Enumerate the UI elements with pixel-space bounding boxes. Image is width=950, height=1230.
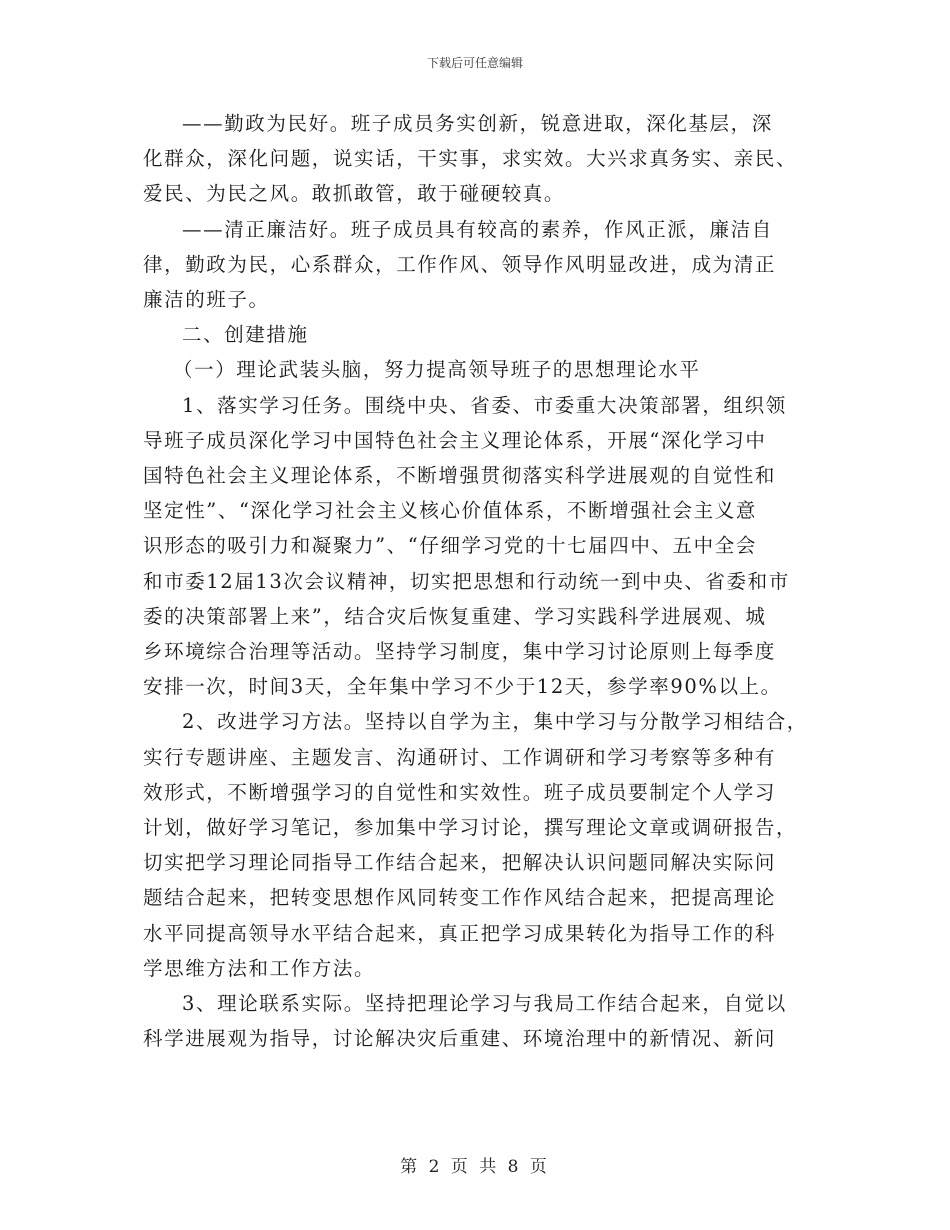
text-line: 律，勤政为民，心系群众，工作作风、领导作风明显改进，成为清正 (143, 252, 777, 276)
text-line: 3、理论联系实际。坚持把理论学习与我局工作结合起来，自觉以 (182, 992, 787, 1016)
document-body (143, 106, 823, 1056)
subsection-heading (143, 352, 823, 387)
section-heading (143, 317, 823, 352)
text-line: 化群众，深化问题，说实话，干实事，求实效。大兴求真务实、亲民、 (143, 147, 798, 171)
text-line: 题结合起来，把转变思想作风同转变工作作风结合起来，把提高理论 (143, 886, 777, 910)
text-line: （一）理论武装头脑，努力提高领导班子的思想理论水平 (173, 358, 701, 382)
text-line: 1、落实学习任务。围绕中央、省委、市委重大决策部署，组织领 (182, 393, 787, 417)
paragraph (143, 212, 823, 318)
text-line: ——勤政为民好。班子成员务实创新，锐意进取，深化基层，深 (182, 112, 773, 135)
text-line: 乡环境综合治理等活动。坚持学习制度，集中学习讨论原则上每季度 (143, 640, 777, 664)
text-line: 效形式，不断增强学习的自觉性和实效性。班子成员要制定个人学习 (143, 780, 777, 804)
text-line: 实行专题讲座、主题发言、沟通研讨、工作调研和学习考察等多种有 (143, 745, 777, 769)
header-note: 下载后可任意编辑 (426, 56, 523, 70)
text-line: 廉洁的班子。 (143, 288, 270, 312)
text-line: 切实把学习理论同指导工作结合起来，把解决认识问题同解决实际问 (143, 851, 777, 875)
page-footer: 第 2 页 共 8 页 (400, 1157, 550, 1177)
text-line: 计划，做好学习笔记，参加集中学习讨论，撰写理论文章或调研报告， (143, 816, 798, 840)
text-line: ——清正廉洁好。班子成员具有较高的素养，作风正派，廉洁自 (182, 217, 773, 241)
text-line: 国特色社会主义理论体系，不断增强贯彻落实科学进展观的自觉性和 (143, 464, 777, 488)
text-line: 2、改进学习方法。坚持以自学为主，集中学习与分散学习相结合， (182, 710, 808, 734)
text-line: 水平同提高领导水平结合起来，真正把学习成果转化为指导工作的科 (143, 921, 777, 945)
paragraph (143, 986, 823, 1056)
paragraph (143, 704, 823, 986)
text-line: 二、创建措施 (182, 323, 309, 347)
text-line: 爱民、为民之风。敢抓敢管，敢于碰硬较真。 (143, 182, 566, 206)
text-line: 和市委12届13次会议精神，切实把思想和行动统一到中央、省委和市 (143, 569, 790, 593)
text-line: 委的决策部署上来”，结合灾后恢复重建、学习实践科学进展观、城 (143, 604, 767, 628)
text-line: 科学进展观为指导，讨论解决灾后重建、环境治理中的新情况、新问 (143, 1027, 777, 1051)
text-line: 坚定性”、“深化学习社会主义核心价值体系，不断增强社会主义意 (143, 499, 757, 523)
text-line: 导班子成员深化学习中国特色社会主义理论体系，开展“深化学习中 (143, 428, 767, 452)
paragraph (143, 388, 823, 705)
text-line: 识形态的吸引力和凝聚力”、“仔细学习党的十七届四中、五中全会 (143, 534, 757, 558)
text-line: 学思维方法和工作方法。 (143, 956, 376, 980)
paragraph (143, 106, 823, 212)
text-line: 安排一次，时间3天，全年集中学习不少于12天，参学率90%以上。 (143, 675, 782, 699)
